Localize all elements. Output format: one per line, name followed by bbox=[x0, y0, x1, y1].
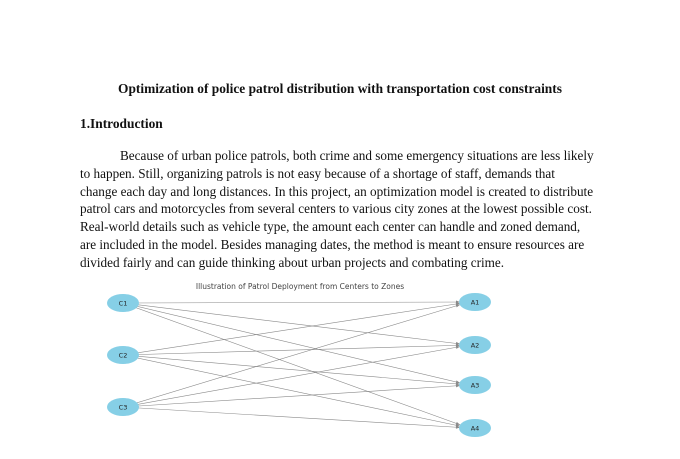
edge-c1-a3 bbox=[123, 303, 469, 385]
center-node-c1 bbox=[107, 294, 139, 312]
center-node-c3 bbox=[107, 398, 139, 416]
paragraph-line: divided fairly and can guide thinking about urban projects and combating crime. bbox=[80, 254, 505, 270]
node-label: A2 bbox=[470, 341, 480, 350]
edge-c1-a2 bbox=[123, 303, 469, 345]
zone-node-a3 bbox=[459, 376, 491, 394]
node-label: C1 bbox=[118, 299, 128, 308]
arrowhead bbox=[456, 304, 460, 307]
deployment-network-diagram bbox=[95, 280, 515, 445]
node-label: C2 bbox=[118, 351, 128, 360]
node-label: A3 bbox=[470, 381, 480, 390]
center-node-c2 bbox=[107, 346, 139, 364]
edge-group bbox=[123, 300, 469, 428]
paragraph-line: Real-world details such as vehicle type, the amount each center can handle and zoned demand, bbox=[80, 219, 581, 235]
document-title: Optimization of police patrol distribution with transportation cost constraints bbox=[118, 81, 562, 96]
paragraph-line: are included in the model. Besides managing dates, the method is meant to ensure resources are bbox=[80, 236, 585, 252]
paragraph-line: change each day and long distances. In this project, an optimization model is created to distribute bbox=[80, 183, 594, 199]
edge-c2-a2 bbox=[123, 345, 469, 355]
paragraph-line: to happen. Still, organizing patrols is not easy because of a shortage of staff, demands that bbox=[80, 165, 555, 181]
paragraph-line: patrol cars and motorcycles from several centers to various city zones at the lowest possible cost. bbox=[80, 201, 592, 217]
deployment-figure bbox=[95, 280, 515, 450]
node-label: A1 bbox=[470, 298, 480, 307]
edge-c2-a3 bbox=[123, 355, 469, 385]
zone-node-a4 bbox=[459, 419, 491, 437]
paragraph-line: Because of urban police patrols, both crime and some emergency situations are less likely bbox=[120, 148, 594, 163]
edge-c3-a4 bbox=[123, 407, 469, 428]
edge-c1-a1 bbox=[123, 302, 469, 303]
node-label: A4 bbox=[470, 424, 480, 433]
zone-node-a1 bbox=[459, 293, 491, 311]
node-label: C3 bbox=[118, 403, 128, 412]
introduction-paragraph bbox=[80, 147, 640, 272]
edge-c3-a3 bbox=[123, 385, 469, 407]
figure-title: Illustration of Patrol Deployment from Centers to Zones bbox=[195, 282, 405, 291]
edge-c2-a1 bbox=[123, 302, 469, 355]
zone-node-a2 bbox=[459, 336, 491, 354]
edge-c1-a4 bbox=[123, 303, 469, 428]
section-heading: 1.Introduction bbox=[80, 116, 163, 131]
